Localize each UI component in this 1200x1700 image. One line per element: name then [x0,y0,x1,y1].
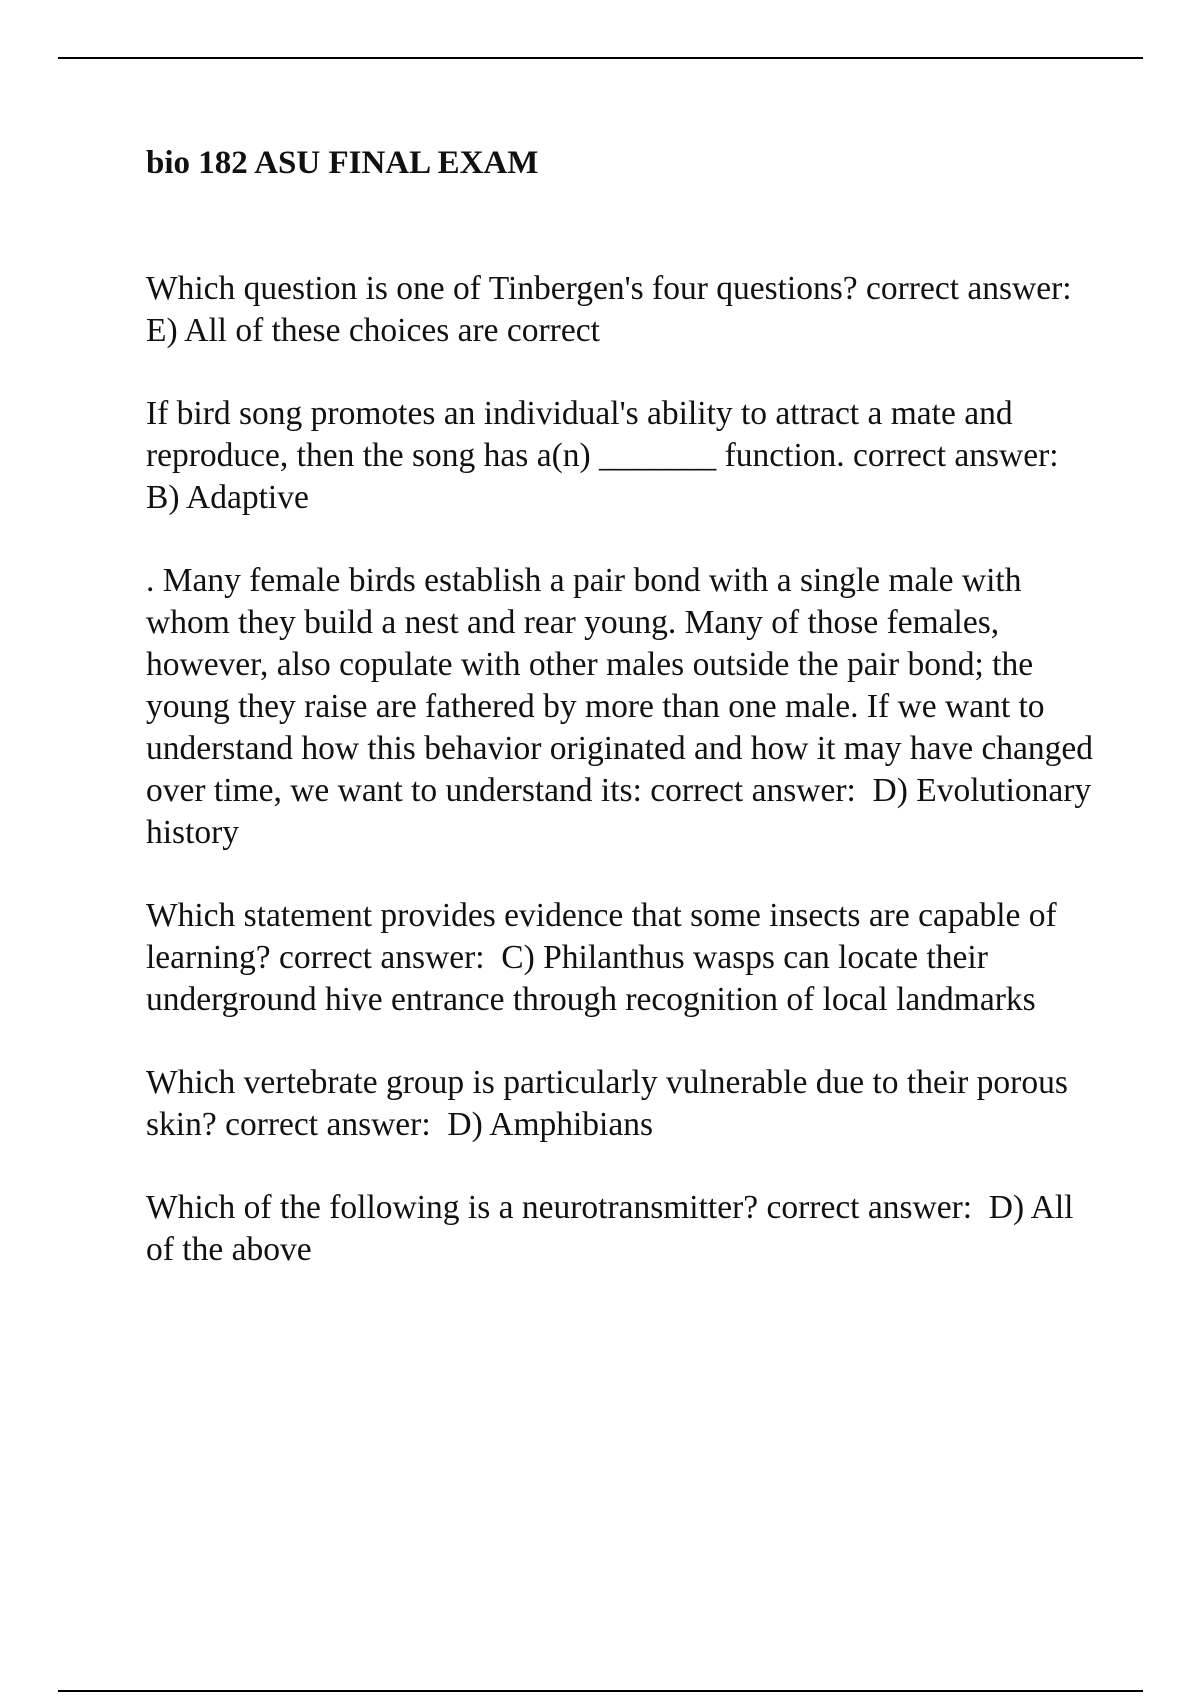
answer-label: correct answer: [766,1189,989,1226]
qa-item-5 [146,1062,1106,1146]
answer-label: correct answer: [866,270,1089,307]
question-text: Which of the following is a neurotransmitter? [146,1189,759,1226]
answer-label: correct answer: [650,772,873,809]
question-list [146,268,1106,1312]
qa-item-1 [146,268,1106,352]
answer-text: B) Adaptive [146,479,309,516]
qa-item-2 [146,393,1106,519]
answer-text: E) All of these choices are correct [146,312,600,349]
qa-item-3 [146,560,1106,854]
answer-label: correct answer: [853,437,1076,474]
question-text: Which statement provides evidence that some insects are capable of learning? [146,897,1057,976]
answer-text: C) Philanthus wasps can locate their underground hive entrance through recognition of local landmarks [146,939,1036,1018]
page-title: bio 182 ASU FINAL EXAM [146,145,539,181]
question-text: Which question is one of Tinbergen's four questions? [146,270,858,307]
answer-text: D) All of the above [146,1189,1074,1268]
answer-text: D) Evolutionary history [146,772,1092,851]
bottom-rule [58,1690,1143,1692]
question-text: If bird song promotes an individual's ability to attract a mate and reproduce, then the song has a(n) _______ function. [146,395,1013,474]
answer-text: D) Amphibians [447,1106,654,1143]
qa-item-4 [146,895,1106,1021]
qa-item-6 [146,1187,1106,1271]
answer-label: correct answer: [279,939,502,976]
answer-label: correct answer: [225,1106,448,1143]
question-text: Which vertebrate group is particularly vulnerable due to their porous skin? [146,1064,1068,1143]
top-rule [58,57,1143,59]
question-text: . Many female birds establish a pair bond with a single male with whom they build a nest and rear young. Many of those females, however, also copulate with other males outside the pair bond; the young they raise are fathered by more than one male. If we want to understand how this behavior originated and how it may have changed over time, we want to understand its: [146,562,1094,809]
